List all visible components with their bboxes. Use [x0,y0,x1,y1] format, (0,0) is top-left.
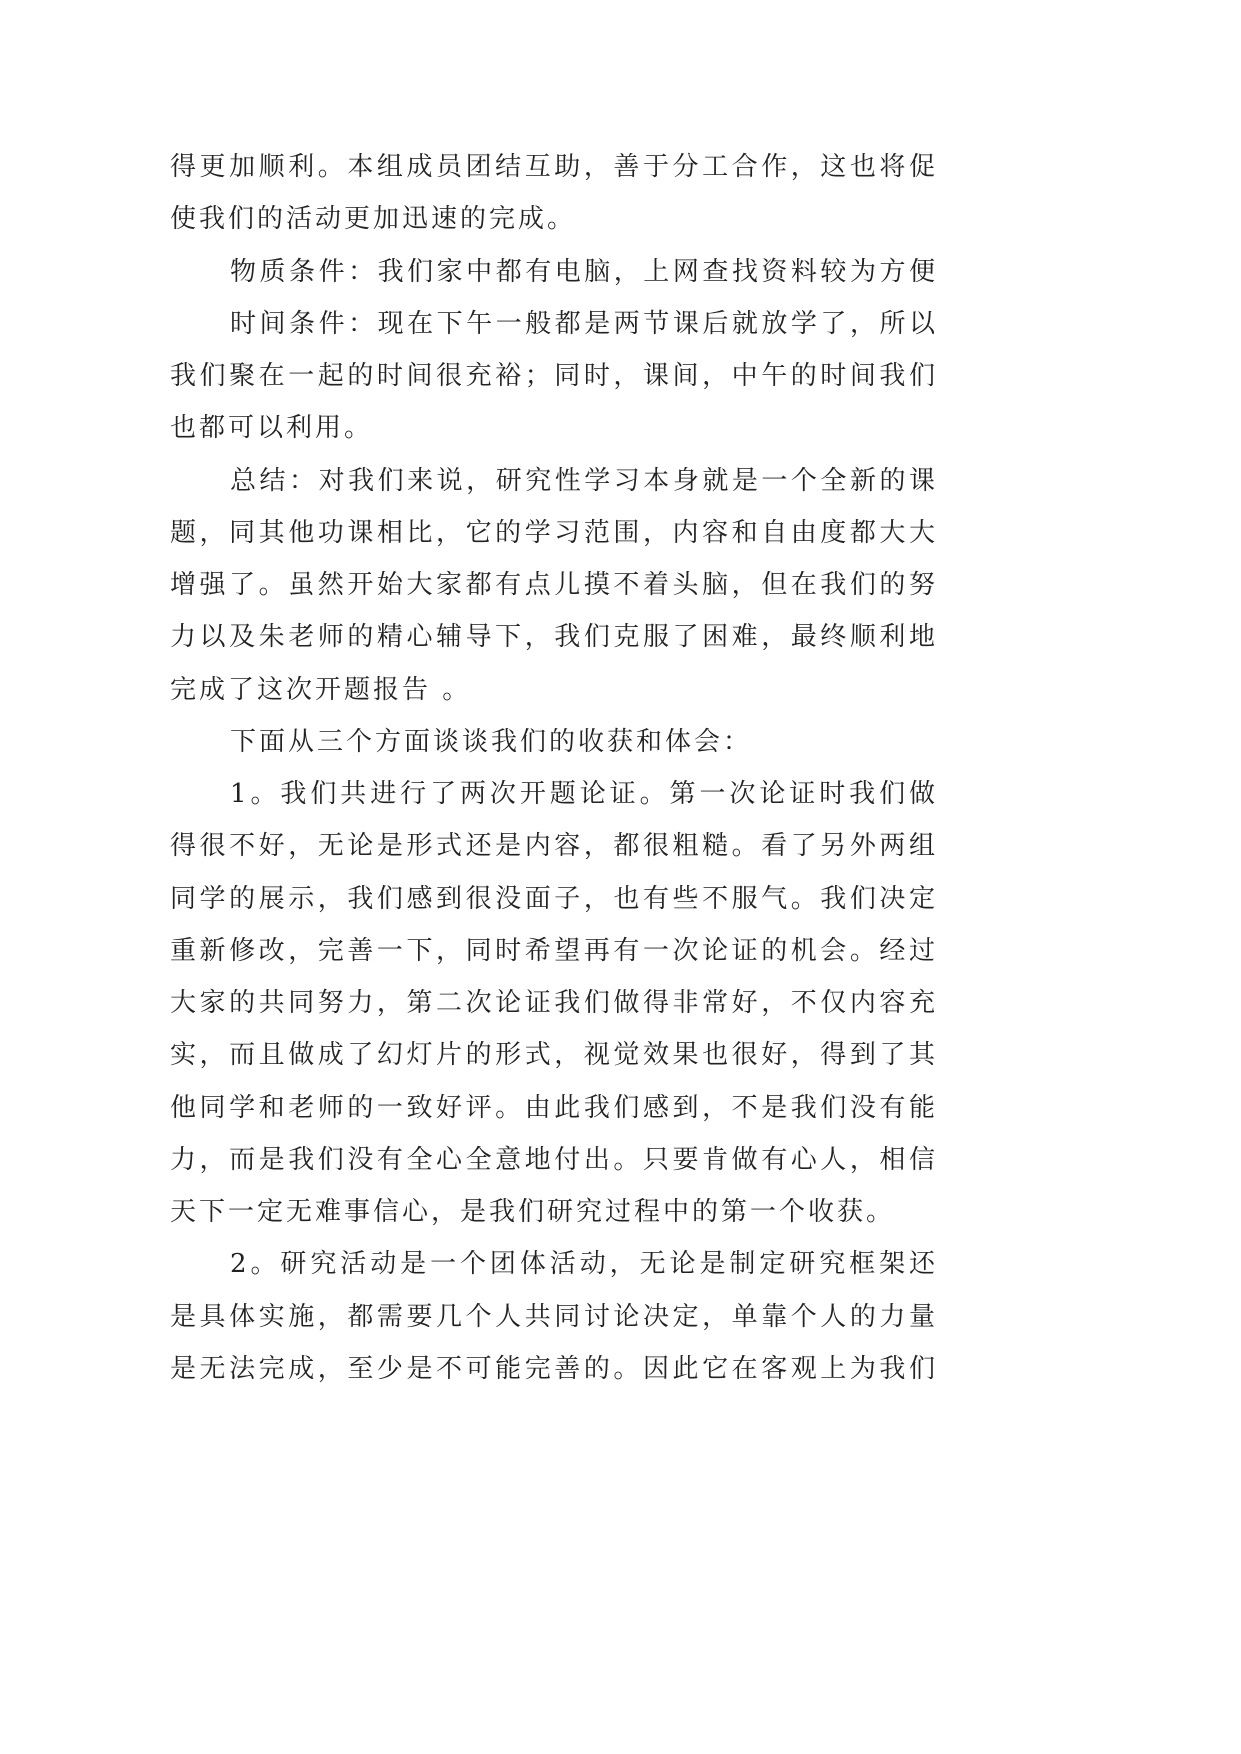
paragraph-gains-intro [170,716,938,768]
text-line: 是无法完成，至少是不可能完善的。因此它在客观上为我们 [170,1353,938,1384]
text-line: 总结：对我们来说，研究性学习本身就是一个全新的课 [230,465,938,496]
text-line: 天下一定无难事信心，是我们研究过程中的第一个收获。 [170,1197,896,1227]
text-line: 力，而是我们没有全心全意地付出。只要肯做有心人，相信 [170,1144,938,1175]
text-line: 下面从三个方面谈谈我们的收获和体会： [230,726,753,757]
text-line: 物质条件：我们家中都有电脑，上网查找资料较为方便 [230,256,938,287]
paragraph-gain-2 [170,1238,938,1395]
text-line: 同学的展示，我们感到很没面子，也有些不服气。我们决定 [170,883,938,914]
text-line: 大家的共同努力，第二次论证我们做得非常好，不仅内容充 [170,988,938,1018]
text-line: 增强了。虽然开始大家都有点儿摸不着头脑，但在我们的努 [170,570,938,600]
paragraph-time-conditions [170,298,938,455]
text-line: 是具体实施，都需要几个人共同讨论决定，单靠个人的力量 [170,1301,938,1332]
paragraph-material-conditions [170,246,938,298]
text-line: 他同学和老师的一致好评。由此我们感到，不是我们没有能 [170,1092,938,1123]
text-line: 得更加顺利。本组成员团结互助，善于分工合作，这也将促 [170,152,938,182]
paragraph-gain-1 [170,768,938,1238]
text-line: 使我们的活动更加迅速的完成。 [170,204,577,235]
paragraph-summary [170,455,938,716]
text-line: 重新修改，完善一下，同时希望再有一次论证的机会。经过 [170,935,938,966]
text-line: 1。我们共进行了两次开题论证。第一次论证时我们做 [230,779,938,809]
paragraph-teamwork-continued [170,141,938,246]
text-line: 实，而且做成了幻灯片的形式，视觉效果也很好，得到了其 [170,1040,938,1071]
text-line: 我们聚在一起的时间很充裕；同时，课间，中午的时间我们 [170,361,938,391]
text-line: 完成了这次开题报告 。 [170,674,472,705]
text-line: 得很不好，无论是形式还是内容，都很粗糙。看了另外两组 [170,831,938,862]
text-line: 2。研究活动是一个团体活动，无论是制定研究框架还 [230,1249,938,1280]
text-line: 也都可以利用。 [170,413,374,444]
text-line: 力以及朱老师的精心辅导下，我们克服了困难，最终顺利地 [170,622,938,653]
document-body [170,141,938,1395]
text-line: 题，同其他功课相比，它的学习范围，内容和自由度都大大 [170,517,938,548]
text-line: 时间条件：现在下午一般都是两节课后就放学了，所以 [230,308,938,339]
